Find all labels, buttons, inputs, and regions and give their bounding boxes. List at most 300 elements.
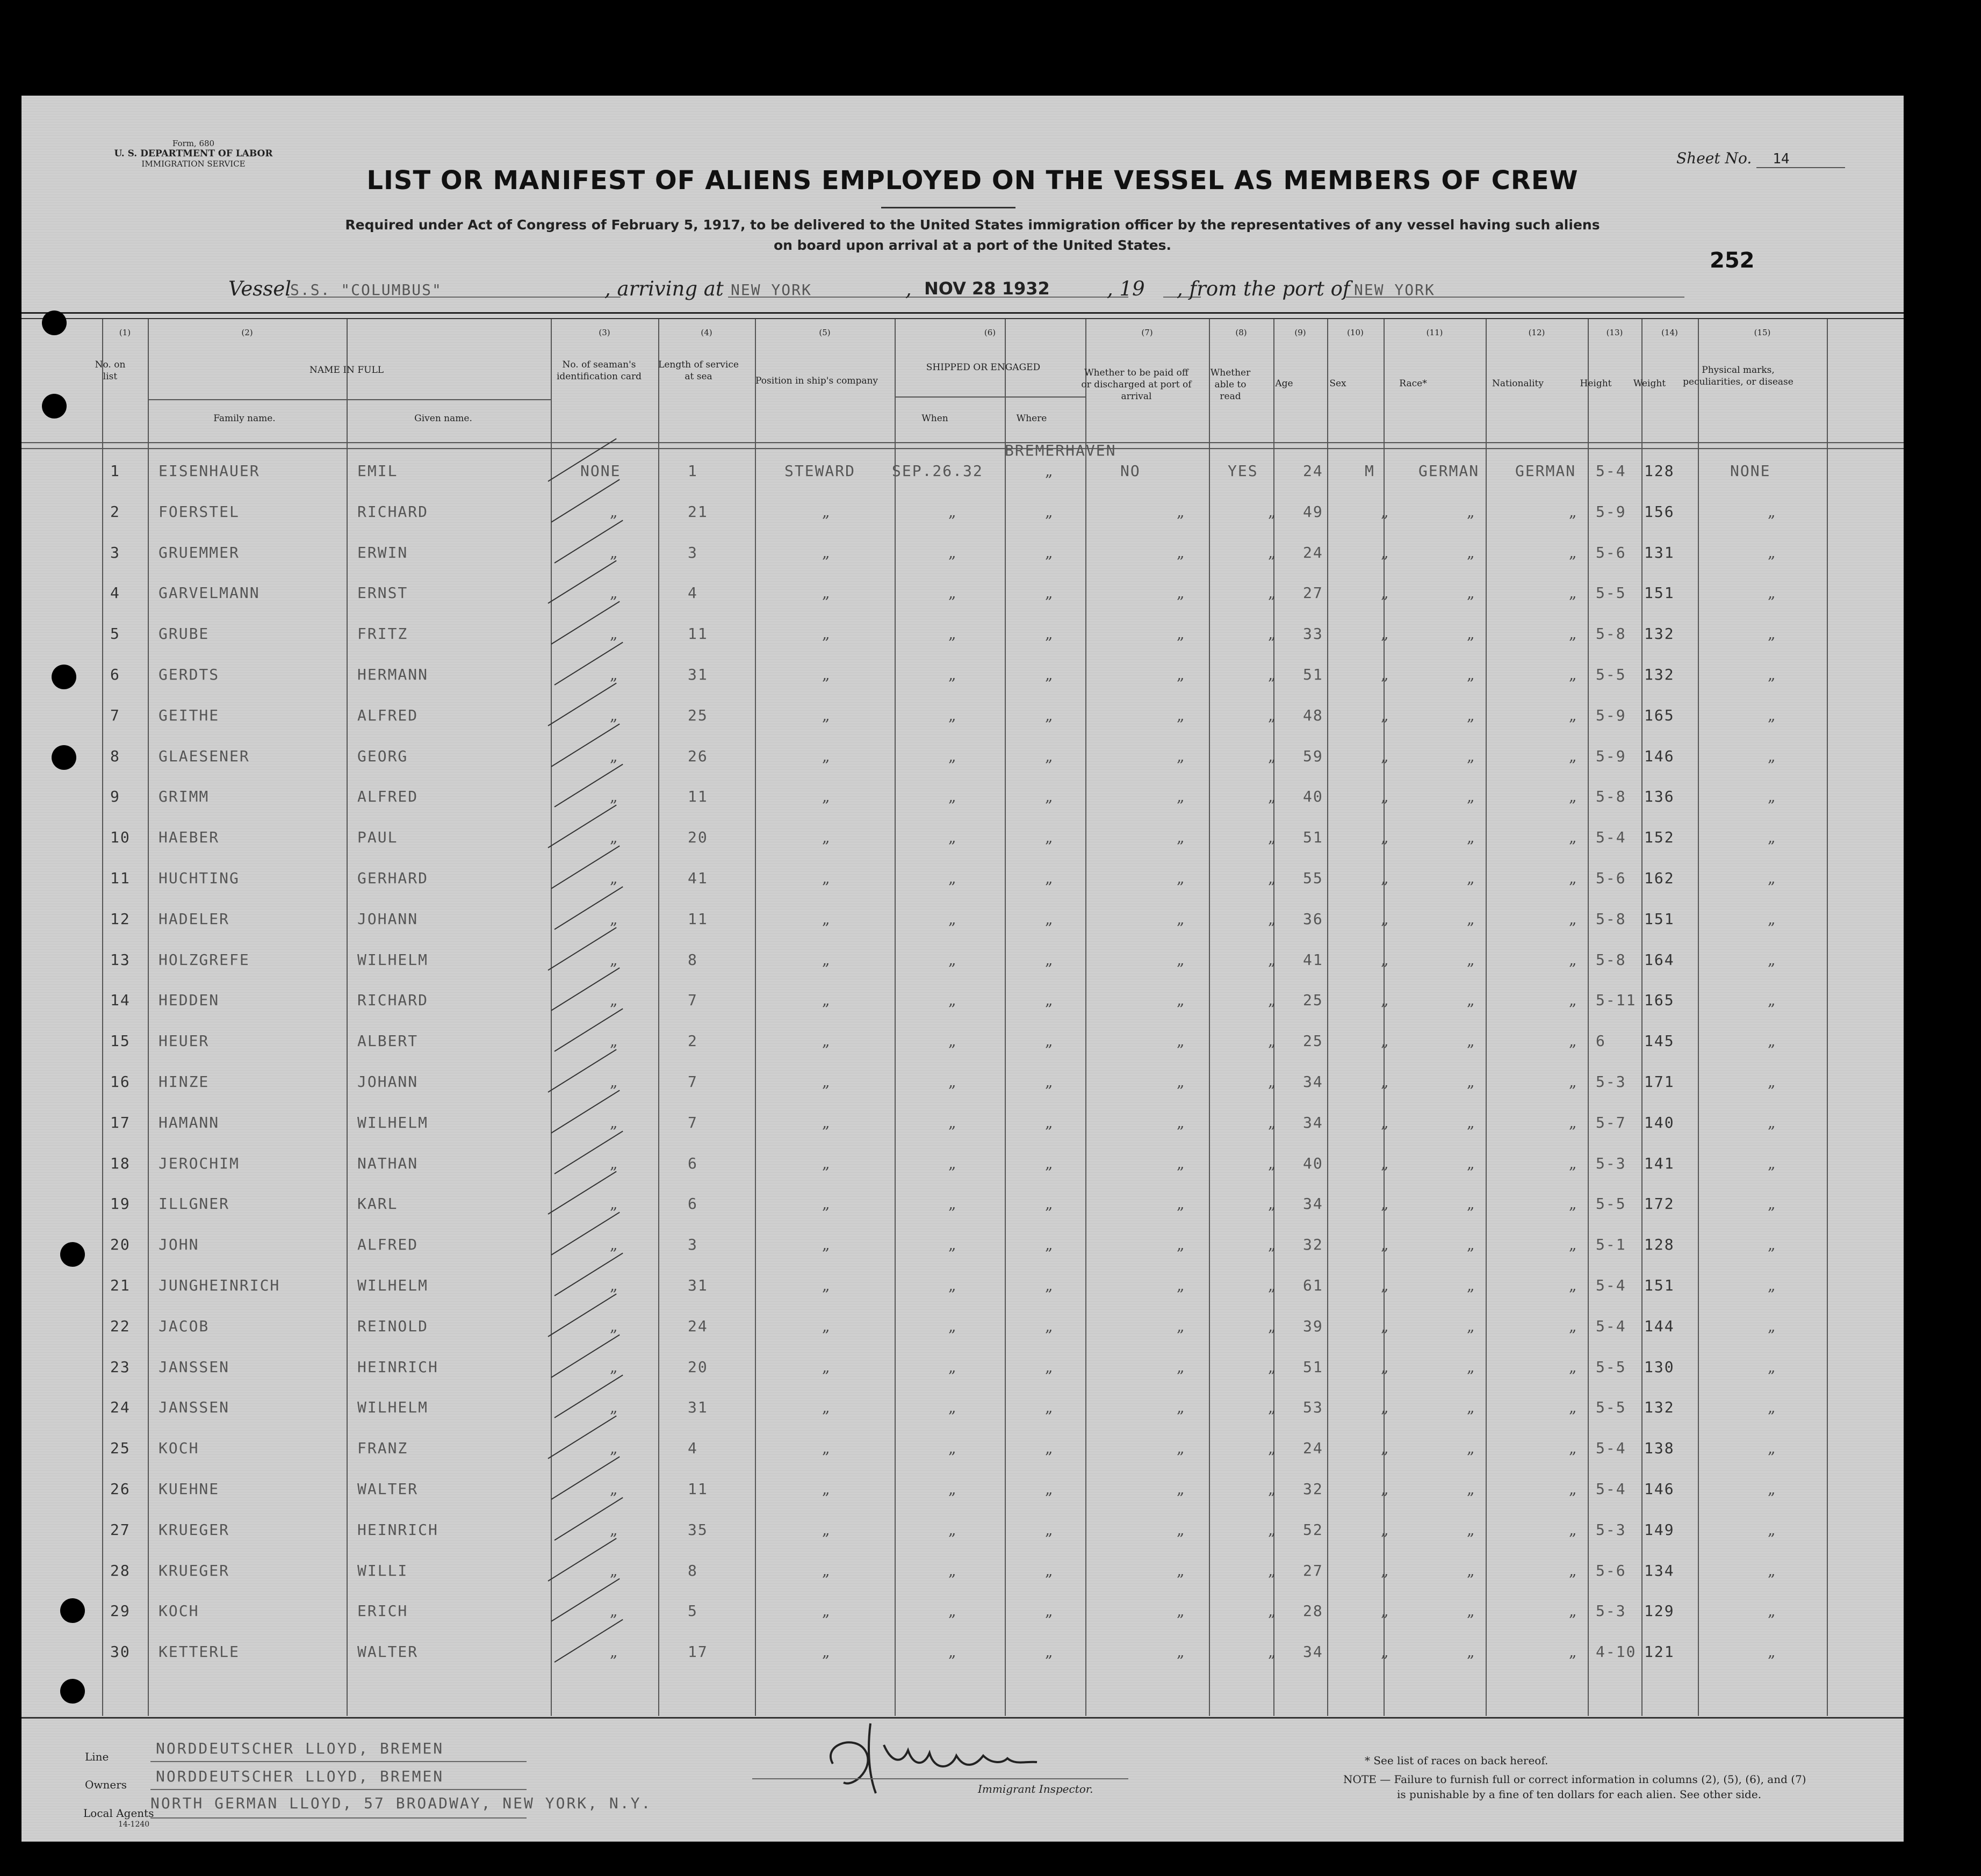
shipped-where: „	[1045, 1480, 1053, 1498]
shipped-when: „	[948, 543, 956, 561]
height: 5-5	[1596, 1195, 1626, 1213]
weight: 152	[1644, 828, 1675, 847]
column-number: (6)	[984, 328, 996, 337]
shipped-when: „	[948, 1561, 956, 1579]
length-service: 11	[688, 788, 708, 806]
manifest-sheet	[21, 96, 1904, 1842]
paid-off: „	[1177, 1154, 1185, 1172]
col-marks: Physical marks, peculiarities, or disease	[1683, 365, 1793, 387]
shipped-when: „	[948, 584, 956, 602]
col-family-name: Family name.	[213, 413, 276, 424]
nationality: „	[1569, 991, 1577, 1009]
inspector-line	[752, 1777, 1128, 1779]
row-number: 26	[110, 1480, 131, 1498]
row-number: 13	[110, 950, 131, 969]
paid-off: „	[1177, 991, 1185, 1009]
age: 34	[1303, 1073, 1323, 1091]
shipped-where: „	[1045, 950, 1053, 969]
race: „	[1467, 625, 1475, 643]
age: 55	[1303, 869, 1323, 887]
crew-row	[21, 1562, 1904, 1602]
seaman-card: „	[610, 1317, 618, 1335]
able-read: YES	[1228, 462, 1258, 480]
crew-row	[21, 1195, 1904, 1235]
family-name: HAMANN	[159, 1113, 220, 1131]
row-number: 28	[110, 1561, 131, 1579]
seaman-card: „	[610, 666, 618, 683]
nationality: „	[1569, 1643, 1577, 1661]
sex: „	[1381, 502, 1389, 521]
length-service: 20	[688, 828, 708, 847]
seaman-card: „	[610, 1602, 618, 1620]
given-name: ALBERT	[357, 1032, 419, 1050]
able-read: „	[1268, 1398, 1276, 1417]
seaman-card: „	[610, 1358, 618, 1376]
given-name: ALFRED	[357, 788, 419, 806]
weight: 131	[1644, 543, 1675, 561]
row-number: 12	[110, 910, 131, 928]
age: 32	[1303, 1480, 1323, 1498]
age: 51	[1303, 828, 1323, 847]
binder-hole	[52, 745, 76, 770]
able-read: „	[1268, 1480, 1276, 1498]
age: 53	[1303, 1398, 1323, 1417]
given-name: HEINRICH	[357, 1358, 438, 1376]
crew-row	[21, 1276, 1904, 1317]
row-number: 15	[110, 1032, 131, 1050]
paid-off: „	[1177, 1439, 1185, 1457]
given-name: WILHELM	[357, 1398, 429, 1417]
crew-row	[21, 1073, 1904, 1113]
age: 25	[1303, 1032, 1323, 1050]
crew-row	[21, 1114, 1904, 1154]
col-able-read: Whether able to read	[1210, 367, 1251, 402]
paid-off: „	[1177, 1113, 1185, 1131]
col-shipped: SHIPPED OR ENGAGED	[926, 362, 1041, 373]
physical-marks: „	[1768, 1073, 1776, 1091]
physical-marks: „	[1768, 502, 1776, 521]
agents-label: Local Agents	[83, 1807, 154, 1820]
sex: „	[1381, 1317, 1389, 1335]
height: 5-8	[1596, 950, 1626, 969]
paid-off: NO	[1120, 462, 1141, 480]
age: 34	[1303, 1643, 1323, 1661]
col-nationality: Nationality	[1492, 378, 1544, 389]
shipped-when: „	[948, 1113, 956, 1131]
weight: 132	[1644, 1398, 1675, 1417]
position: „	[822, 1398, 830, 1417]
shipped-where: „	[1045, 1113, 1053, 1131]
given-name: FRITZ	[357, 625, 408, 643]
sex: „	[1381, 1113, 1389, 1131]
height: 5-7	[1596, 1113, 1626, 1131]
height: 5-6	[1596, 1561, 1626, 1579]
physical-marks: „	[1768, 1195, 1776, 1213]
family-name: JANSSEN	[159, 1358, 230, 1376]
sex: „	[1381, 788, 1389, 806]
column-number: (15)	[1754, 328, 1771, 337]
length-service: 11	[688, 910, 708, 928]
sheet-number	[1676, 149, 1845, 168]
sex: „	[1381, 1358, 1389, 1376]
seaman-card: „	[610, 910, 618, 928]
race: „	[1467, 1154, 1475, 1172]
weight: 172	[1644, 1195, 1675, 1213]
shipped-when: „	[948, 1317, 956, 1335]
line-label: Line	[85, 1750, 109, 1763]
position: „	[822, 788, 830, 806]
seaman-card: „	[610, 1276, 618, 1294]
seaman-card: „	[610, 828, 618, 847]
position: „	[822, 1195, 830, 1213]
row-number: 19	[110, 1195, 131, 1213]
family-name: KRUEGER	[159, 1561, 230, 1579]
physical-marks: „	[1768, 706, 1776, 724]
row-number: 16	[110, 1073, 131, 1091]
crew-row	[21, 1398, 1904, 1439]
position: „	[822, 584, 830, 602]
length-service: 11	[688, 625, 708, 643]
age: 51	[1303, 666, 1323, 683]
family-name: HINZE	[159, 1073, 210, 1091]
race: „	[1467, 1317, 1475, 1335]
given-name: NATHAN	[357, 1154, 419, 1172]
physical-marks: „	[1768, 666, 1776, 683]
physical-marks: „	[1768, 1561, 1776, 1579]
race: „	[1467, 584, 1475, 602]
crew-row	[21, 951, 1904, 991]
age: 24	[1303, 462, 1323, 480]
height: 5-4	[1596, 1276, 1626, 1294]
family-name: JACOB	[159, 1317, 210, 1335]
family-name: GRIMM	[159, 788, 210, 806]
age: 34	[1303, 1195, 1323, 1213]
family-name: EISENHAUER	[159, 462, 260, 480]
weight: 149	[1644, 1520, 1675, 1539]
line-value: NORDDEUTSCHER LLOYD, BREMEN	[156, 1740, 444, 1757]
paid-off: „	[1177, 1398, 1185, 1417]
height: 5-3	[1596, 1520, 1626, 1539]
length-service: 25	[688, 706, 708, 724]
weight: 164	[1644, 950, 1675, 969]
seaman-card: „	[610, 747, 618, 765]
weight: 145	[1644, 1032, 1675, 1050]
shipped-when: „	[948, 910, 956, 928]
race: „	[1467, 666, 1475, 683]
weight: 138	[1644, 1439, 1675, 1457]
shipped-when: „	[948, 706, 956, 724]
nationality: „	[1569, 1073, 1577, 1091]
binder-hole	[42, 394, 67, 419]
race: „	[1467, 747, 1475, 765]
length-service: 3	[688, 543, 698, 561]
binder-hole	[52, 665, 76, 689]
shipped-when: „	[948, 1480, 956, 1498]
position: „	[822, 706, 830, 724]
height: 5-8	[1596, 625, 1626, 643]
nationality: GERMAN	[1515, 462, 1576, 480]
height: 5-3	[1596, 1154, 1626, 1172]
able-read: „	[1268, 706, 1276, 724]
shipped-when: „	[948, 1195, 956, 1213]
length-service: 31	[688, 1276, 708, 1294]
family-name: GERDTS	[159, 666, 220, 683]
paid-off: „	[1177, 950, 1185, 969]
weight: 165	[1644, 991, 1675, 1009]
weight: 134	[1644, 1561, 1675, 1579]
length-service: 11	[688, 1480, 708, 1498]
shipped-when: „	[948, 869, 956, 887]
paid-off: „	[1177, 747, 1185, 765]
family-name: JANSSEN	[159, 1398, 230, 1417]
position: „	[822, 1643, 830, 1661]
sex: „	[1381, 869, 1389, 887]
nationality: „	[1569, 584, 1577, 602]
height: 5-5	[1596, 1358, 1626, 1376]
length-service: 8	[688, 950, 698, 969]
race: „	[1467, 991, 1475, 1009]
sex: „	[1381, 910, 1389, 928]
race: „	[1467, 1561, 1475, 1579]
length-service: 41	[688, 869, 708, 887]
able-read: „	[1268, 625, 1276, 643]
crew-row	[21, 910, 1904, 950]
shipped-where: „	[1045, 788, 1053, 806]
note-line-1: NOTE — Failure to furnish full or correct information in columns (2), (5), (6), and (7)	[1343, 1773, 1806, 1786]
paid-off: „	[1177, 1520, 1185, 1539]
weight: 140	[1644, 1113, 1675, 1131]
sex: M	[1365, 462, 1375, 480]
paid-off: „	[1177, 1561, 1185, 1579]
shipped-when: „	[948, 666, 956, 683]
service: IMMIGRATION SERVICE	[141, 159, 246, 169]
row-number: 3	[110, 543, 120, 561]
height: 5-5	[1596, 666, 1626, 683]
seaman-card: „	[610, 1480, 618, 1498]
race: „	[1467, 543, 1475, 561]
owners-label: Owners	[85, 1778, 127, 1791]
able-read: „	[1268, 1439, 1276, 1457]
subtitle	[269, 215, 1676, 256]
position: „	[822, 625, 830, 643]
col-no-on-list: No. on list	[95, 359, 126, 382]
nationality: „	[1569, 1439, 1577, 1457]
note-races: * See list of races on back hereof.	[1365, 1754, 1548, 1767]
family-name: GLAESENER	[159, 747, 250, 765]
paid-off: „	[1177, 1480, 1185, 1498]
shipped-when: „	[948, 1073, 956, 1091]
able-read: „	[1268, 1236, 1276, 1254]
race: „	[1467, 828, 1475, 847]
paid-off: „	[1177, 1358, 1185, 1376]
able-read: „	[1268, 991, 1276, 1009]
shipped-when: SEP.26.32	[892, 462, 983, 480]
race: „	[1467, 1480, 1475, 1498]
nationality: „	[1569, 869, 1577, 887]
able-read: „	[1268, 1032, 1276, 1050]
shipped-where: „	[1045, 747, 1053, 765]
col-age: Age	[1275, 378, 1293, 389]
from-label: , from the port of	[1177, 277, 1350, 300]
given-name: REINOLD	[357, 1317, 429, 1335]
paid-off: „	[1177, 543, 1185, 561]
nationality: „	[1569, 747, 1577, 765]
nationality: „	[1569, 543, 1577, 561]
row-number: 1	[110, 462, 120, 480]
header-rule	[148, 399, 551, 400]
form-code: 14-1240	[118, 1820, 150, 1829]
sheet-label: Sheet No.	[1676, 149, 1752, 167]
sheet-number-value: 14	[1756, 151, 1845, 168]
position: „	[822, 991, 830, 1009]
position: „	[822, 543, 830, 561]
crew-row	[21, 1032, 1904, 1072]
nationality: „	[1569, 1480, 1577, 1498]
nationality: „	[1569, 788, 1577, 806]
seaman-card: „	[610, 1195, 618, 1213]
seaman-card: „	[610, 543, 618, 561]
column-number: (9)	[1294, 328, 1306, 337]
given-name: JOHANN	[357, 1073, 419, 1091]
given-name: WALTER	[357, 1480, 419, 1498]
physical-marks: „	[1768, 1276, 1776, 1294]
sex: „	[1381, 1480, 1389, 1498]
age: 61	[1303, 1276, 1323, 1294]
seaman-card: „	[610, 1520, 618, 1539]
physical-marks: „	[1768, 1602, 1776, 1620]
position: „	[822, 1480, 830, 1498]
position: „	[822, 1358, 830, 1376]
arrival-date-stamp: NOV 28 1932	[924, 278, 1050, 299]
seaman-card: NONE	[580, 462, 621, 480]
col-paid-off: Whether to be paid off or discharged at port of arrival	[1081, 367, 1192, 402]
race: „	[1467, 910, 1475, 928]
length-service: 7	[688, 991, 698, 1009]
position: „	[822, 1113, 830, 1131]
age: 28	[1303, 1602, 1323, 1620]
race: „	[1467, 1032, 1475, 1050]
height: 5-6	[1596, 543, 1626, 561]
given-name: ERWIN	[357, 543, 408, 561]
weight: 130	[1644, 1358, 1675, 1376]
shipped-when: „	[948, 950, 956, 969]
year-label: , 19	[1107, 277, 1145, 300]
seaman-card: „	[610, 1154, 618, 1172]
age: 27	[1303, 1561, 1323, 1579]
height: 5-3	[1596, 1602, 1626, 1620]
row-number: 2	[110, 502, 120, 521]
race: „	[1467, 1276, 1475, 1294]
paid-off: „	[1177, 828, 1185, 847]
header-rule	[21, 448, 1904, 449]
physical-marks: „	[1768, 584, 1776, 602]
binder-hole	[60, 1598, 85, 1623]
seaman-card: „	[610, 706, 618, 724]
shipped-where: „	[1045, 1602, 1053, 1620]
seaman-card: „	[610, 869, 618, 887]
able-read: „	[1268, 543, 1276, 561]
physical-marks: „	[1768, 1236, 1776, 1254]
height: 5-4	[1596, 462, 1626, 480]
crew-row	[21, 869, 1904, 910]
physical-marks: „	[1768, 543, 1776, 561]
nationality: „	[1569, 950, 1577, 969]
position: „	[822, 1602, 830, 1620]
physical-marks: „	[1768, 1643, 1776, 1661]
crew-row	[21, 442, 1904, 502]
nationality: „	[1569, 1276, 1577, 1294]
age: 32	[1303, 1236, 1323, 1254]
race: „	[1467, 1643, 1475, 1661]
position: „	[822, 910, 830, 928]
seaman-card: „	[610, 1113, 618, 1131]
shipped-where-port: BREMERHAVEN	[1005, 442, 1116, 459]
race: „	[1467, 1195, 1475, 1213]
col-position: Position in ship's company	[755, 376, 878, 386]
able-read: „	[1268, 1073, 1276, 1091]
weight: 136	[1644, 788, 1675, 806]
weight: 151	[1644, 910, 1675, 928]
shipped-when: „	[948, 502, 956, 521]
row-number: 18	[110, 1154, 131, 1172]
height: 5-5	[1596, 1398, 1626, 1417]
crew-row	[21, 544, 1904, 584]
physical-marks: „	[1768, 1520, 1776, 1539]
given-name: WILHELM	[357, 1276, 429, 1294]
age: 40	[1303, 1154, 1323, 1172]
height: 5-9	[1596, 706, 1626, 724]
length-service: 24	[688, 1317, 708, 1335]
nationality: „	[1569, 502, 1577, 521]
able-read: „	[1268, 1643, 1276, 1661]
family-name: KETTERLE	[159, 1643, 240, 1661]
able-read: „	[1268, 869, 1276, 887]
position: „	[822, 747, 830, 765]
length-service: 17	[688, 1643, 708, 1661]
able-read: „	[1268, 1358, 1276, 1376]
length-service: 1	[688, 462, 698, 480]
race: „	[1467, 1073, 1475, 1091]
age: 24	[1303, 543, 1323, 561]
race: „	[1467, 1358, 1475, 1376]
length-service: 2	[688, 1032, 698, 1050]
family-name: JOHN	[159, 1236, 199, 1254]
page-number: 252	[1710, 248, 1755, 273]
sex: „	[1381, 1073, 1389, 1091]
length-service: 26	[688, 747, 708, 765]
seaman-card: „	[610, 788, 618, 806]
race: „	[1467, 788, 1475, 806]
crew-row	[21, 747, 1904, 788]
form-number: Form, 680	[172, 139, 215, 148]
nationality: „	[1569, 910, 1577, 928]
shipped-when: „	[948, 1236, 956, 1254]
seaman-card: „	[610, 502, 618, 521]
note-line-2: is punishable by a fine of ten dollars for each alien. See other side.	[1397, 1788, 1762, 1801]
race: „	[1467, 502, 1475, 521]
crew-row	[21, 1643, 1904, 1683]
height: 5-4	[1596, 1317, 1626, 1335]
position: „	[822, 666, 830, 683]
family-name: FOERSTEL	[159, 502, 240, 521]
col-race: Race*	[1399, 378, 1427, 389]
age: 48	[1303, 706, 1323, 724]
grid-top-rule	[21, 312, 1904, 314]
shipped-when: „	[948, 1398, 956, 1417]
crew-row	[21, 991, 1904, 1031]
sex: „	[1381, 1032, 1389, 1050]
race: „	[1467, 1439, 1475, 1457]
